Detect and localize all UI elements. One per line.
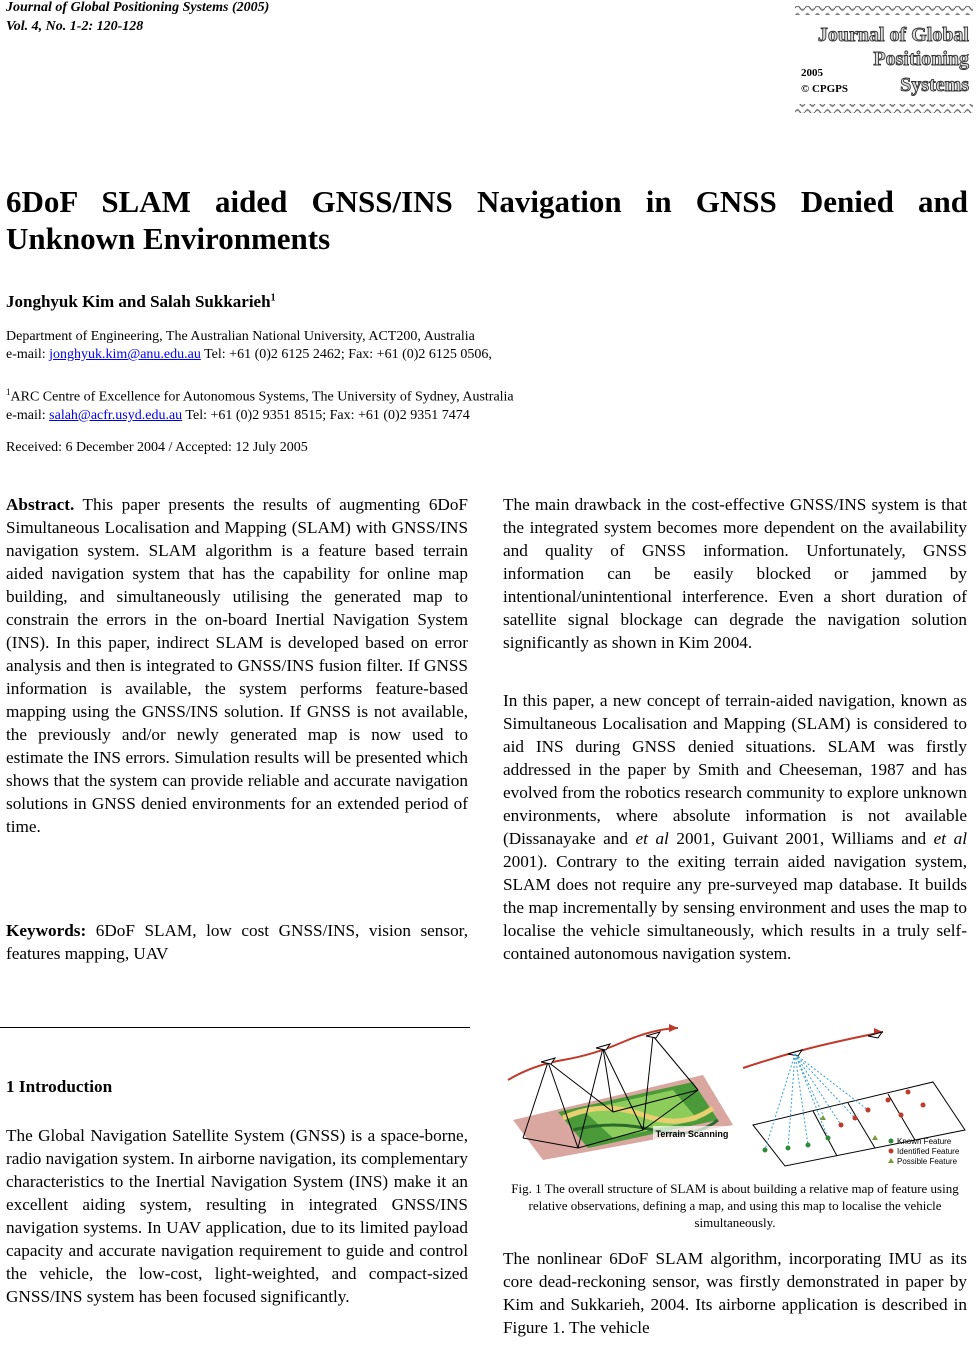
- paper-title: 6DoF SLAM aided GNSS/INS Navigation in GNSS Denied and Unknown Environments: [6, 184, 968, 256]
- right-paragraph-1: [503, 493, 967, 654]
- abstract-label: Abstract.: [6, 495, 75, 514]
- section-divider: [0, 1027, 470, 1028]
- affiliation-2-text: $^1$ARC Centre of Excellence for Autonomous Systems, The University of Sydney, Australia: [6, 387, 514, 405]
- logo-line3: Systems: [900, 74, 969, 96]
- et-al-1: et al: [635, 829, 669, 848]
- abstract-text: This paper presents the results of augmenting 6DoF Simultaneous Localisation and Mapping (SLAM) with GNSS/INS navigation system. SLAM algorithm is a feature based terrain aided navigation system that has the capability for online map building, and simultaneously utilising the generated map to constrain the errors in the on-board Inertial Navigation System (INS). In this paper, indirect SLAM is developed based on error analysis and then is integrated to GNSS/INS fusion filter. If GNSS information is available, the system performs feature-based mapping using the GNSS/INS solution. If GNSS is not available, the previously and/or newly generated map is now used to estimate the INS errors. Simulation results will be presented which shows that the system can provide reliable and accurate navigation solutions in GNSS denied environments for an extended period of time.: [6, 495, 468, 836]
- intro-para-text: The Global Navigation Satellite System (GNSS) is a space-borne, radio navigation system. In airborne navigation, its complementary characteristics to the Inertial Navigation System (INS) make it an excellent aiding system, resulting in integrated GNSS/INS navigation systems. In UAV application, due to its limited payload capacity and accurate navigation requirement to guide and control the vehicle, the low-cost, light-weighted, and compact-sized GNSS/INS system has been focused significantly.: [6, 1126, 468, 1306]
- contact-1: Tel: +61 (0)2 6125 2462; Fax: +61 (0)2 6125 0506,: [200, 347, 492, 362]
- email-label: e-mail:: [6, 347, 50, 362]
- author-superscript: 1: [270, 292, 276, 304]
- legend-possible-feature: Possible Feature: [897, 1157, 958, 1166]
- logo-line2: Positioning: [873, 48, 969, 70]
- journal-volume: Vol. 4, No. 1-2: 120-128: [6, 19, 144, 34]
- email-link-2[interactable]: salah@acfr.usyd.edu.au: [49, 407, 183, 423]
- email-link-1[interactable]: jonghyuk.kim@anu.edu.au: [49, 347, 201, 362]
- affiliation-1-contact: [6, 346, 492, 364]
- affiliation-2-superscript: 1: [6, 387, 11, 397]
- feature-map-panel: [743, 1028, 965, 1166]
- affiliation-2: [6, 383, 514, 425]
- keywords-text: 6DoF SLAM, low cost GNSS/INS, vision sensor, features mapping, UAV: [6, 921, 468, 963]
- email-label: e-mail:: [6, 407, 50, 423]
- paper-authors: [6, 292, 276, 312]
- right-paragraph-2: In this paper, a new concept of terrain-aided navigation, known as Simultaneous Localisation and Mapping (SLAM) is considered to aid INS during GNSS denied situations. SLAM was firstly addressed in the paper by Smith and Cheeseman, 1987 and has evolved from the robotics research community to explore unknown environments, where absolute information is not available (Dissanayake and et al 2001, Guivant 2001, Williams and et al 2001). Contrary to the exiting terrain aided navigation system, SLAM does not require any pre-surveyed map database. It builds the map incrementally by sensing environment and uses the map to localise the vehicle simultaneously, which results in a truly self-contained autonomous navigation system.: [503, 691, 967, 963]
- journal-citation: [6, 0, 269, 36]
- right-paragraph-3: [503, 1247, 967, 1339]
- logo-line1: Journal of Global: [817, 24, 969, 46]
- received-date: Received: 6 December 2004 / Accepted: 12 July 2005: [6, 440, 308, 455]
- et-al-2: et al: [933, 829, 967, 848]
- affiliation-1-text: Department of Engineering, The Australian National University, ACT200, Australia: [6, 329, 475, 344]
- section-heading-introduction: 1 Introduction: [6, 1077, 113, 1096]
- journal-name: Journal of Global Positioning Systems (2005): [6, 0, 270, 15]
- terrain-scanning-label: Terrain Scanning: [655, 1129, 729, 1139]
- author-names: Jonghyuk Kim and Salah Sukkarieh: [6, 292, 271, 311]
- terrain-panel: [508, 1024, 733, 1160]
- legend-known-feature: Known Feature: [897, 1137, 952, 1146]
- figure-1-slam-diagram: [503, 1020, 967, 1170]
- abstract: [6, 493, 468, 838]
- intro-paragraph-1: [6, 1124, 468, 1308]
- journal-logo: [795, 4, 973, 116]
- right-para-3-text: The nonlinear 6DoF SLAM algorithm, incorporating IMU as its core dead-reckoning sensor, was firstly demonstrated in paper by Kim and Sukkarieh, 2004. Its airborne application is described in Figure 1. The vehicle: [503, 1249, 967, 1337]
- keywords-label: Keywords:: [6, 921, 87, 940]
- logo-year: 2005: [801, 67, 823, 79]
- right-para-1-text: The main drawback in the cost-effective GNSS/INS system is that the integrated system becomes more dependent on the availability and quality of GNSS information. Unfortunately, GNSS information can be easily blocked or jammed by intentional/unintentional interference. Even a short duration of satellite signal blockage can degrade the navigation solution significantly as shown in Kim 2004.: [503, 495, 967, 652]
- contact-2: Tel: +61 (0)2 9351 8515; Fax: +61 (0)2 9351 7474: [182, 407, 470, 423]
- affiliation-1: [6, 328, 492, 364]
- figure-1-caption: Fig. 1 The overall structure of SLAM is about building a relative map of feature using relative observations, defining a map, and using this map to localise the vehicle simultaneously.: [511, 1181, 959, 1230]
- affiliation-2-contact: [6, 407, 514, 425]
- keywords: [6, 919, 468, 965]
- logo-copyright: © CPGPS: [801, 83, 849, 95]
- legend-identified-feature: Identified Feature: [897, 1147, 960, 1156]
